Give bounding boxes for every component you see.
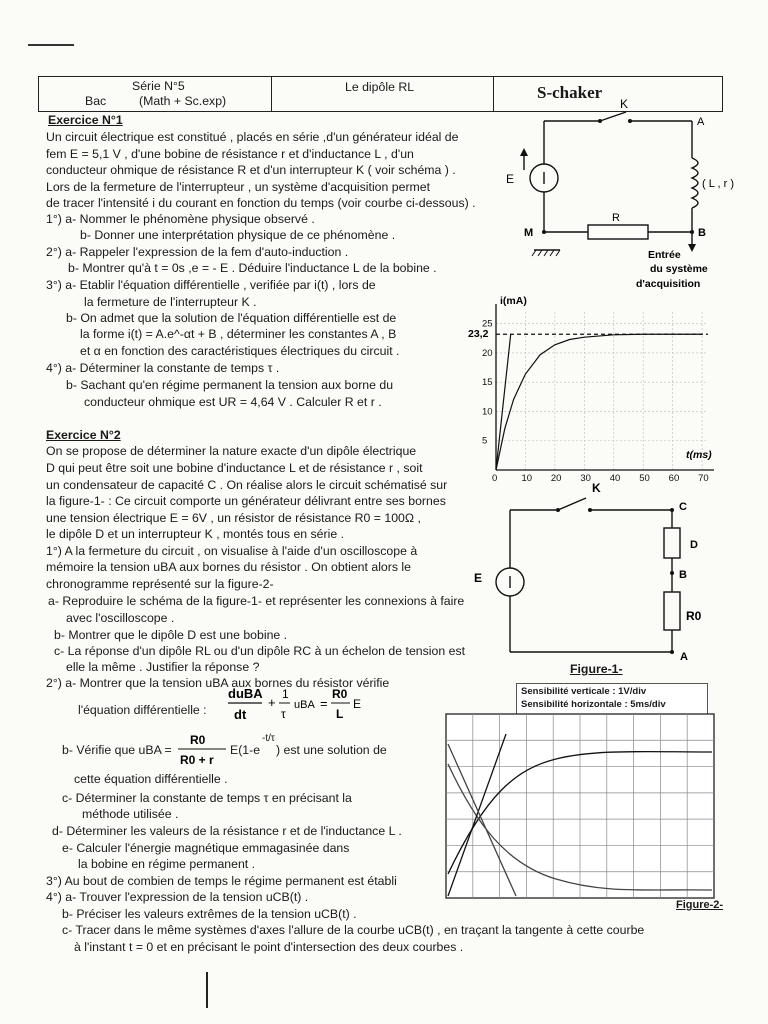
x-tick-label: 10	[521, 473, 533, 484]
svg-text:E: E	[353, 697, 362, 711]
y-tick-label: 15	[482, 377, 493, 389]
x-tick-label: 20	[550, 473, 562, 484]
series-label: Série N°5	[132, 79, 185, 93]
ex1-q: 2°) a- Rappeler l'expression de la fem d'auto-induction .	[46, 245, 349, 259]
ex1-q: 4°) a- Déterminer la constante de temps τ .	[46, 361, 280, 375]
x-tick-label: 50	[639, 473, 650, 484]
node-a-label: A	[680, 651, 688, 663]
ex2-q: l'équation différentielle :	[78, 703, 207, 717]
figure1-circuit	[462, 480, 722, 670]
ex1-q: la forme i(t) = A.e^-αt + B , déterminer les constantes A , B	[80, 327, 397, 341]
svg-text:τ: τ	[281, 707, 286, 721]
margin-mark	[206, 972, 208, 1008]
generator-label: E	[474, 571, 483, 585]
ex2-q: e- Calculer l'énergie magnétique emmagasinée dans	[62, 841, 350, 855]
y-tick-label: 25	[482, 318, 493, 330]
ex2-q: b- Vérifie que uBA =	[62, 743, 172, 757]
ex1-line: conducteur ohmique de résistance R et d'un interrupteur K ( voir schéma ) .	[46, 163, 456, 177]
header-cell-author	[493, 77, 722, 111]
node-m-label: M	[524, 227, 534, 239]
y-tick-label: 20	[482, 347, 493, 359]
chapter-title: Le dipôle RL	[345, 80, 415, 94]
ex2-q: ) est une solution de	[276, 743, 387, 757]
svg-text:R0: R0	[332, 687, 348, 701]
ex2-q: 4°) a- Trouver l'expression de la tension uCB(t) .	[46, 890, 309, 904]
svg-text:+: +	[268, 695, 276, 710]
ex2-q: a- Reproduire le schéma de la figure-1- et représenter les connexions à faire	[48, 594, 465, 608]
coil-label: ( L , r )	[702, 178, 734, 190]
author-name: S-chaker	[537, 83, 603, 102]
sensitivity-horizontal: Sensibilité horizontale : 5ms/div	[521, 699, 666, 710]
svg-text:duBA: duBA	[228, 686, 263, 701]
tangent-line	[496, 334, 511, 470]
ex2-line: On se propose de déterminer la nature exacte d'un dipôle électrique	[46, 444, 417, 458]
ex2-q: à l'instant t = 0 et en précisant le point d'intersection des deux courbes .	[74, 940, 464, 954]
ex2-q: cette équation différentielle .	[74, 772, 228, 786]
ex1-title: Exercice N°1	[48, 113, 123, 127]
figure1-title: Figure-1-	[570, 662, 623, 676]
x-tick-label: 0	[492, 473, 498, 484]
header-cell-series	[39, 77, 272, 111]
ex1-q: b- Sachant qu'en régime permanent la tension aux borne du	[66, 378, 394, 392]
y-axis-label: i(mA)	[500, 295, 527, 307]
acq-label: d'acquisition	[636, 278, 701, 290]
switch-label: K	[620, 97, 629, 111]
oscillogram	[446, 714, 714, 898]
svg-text:=: =	[320, 696, 328, 711]
ex1-line: fem E = 5,1 V , d'une bobine de résistance r et d'inductance L , d'un	[46, 147, 414, 161]
header-cell-title	[271, 77, 494, 111]
level-label: Bac	[85, 94, 107, 108]
x-tick-label: 60	[668, 473, 680, 484]
ex2-q: E(1-e	[230, 743, 261, 757]
ex2-q: elle la même . Justifier la réponse ?	[66, 660, 260, 674]
ex2-q: d- Déterminer les valeurs de la résistance r et de l'inductance L .	[52, 824, 402, 838]
svg-text:R0 + r: R0 + r	[180, 753, 214, 767]
ex2-line: un condensateur de capacité C . On réalise alors le circuit schématisé sur	[46, 478, 448, 492]
exponent: -t/τ	[262, 733, 275, 744]
acq-label: du système	[650, 263, 708, 275]
ex2-q: 1°) A la fermeture du circuit , on visualise à l'aide d'un oscilloscope à	[46, 544, 418, 558]
ex2-q: la bobine en régime permanent .	[78, 857, 256, 871]
ex1-q: b- Donner une interprétation physique de ce phénomène .	[80, 228, 396, 242]
ex1-q: et α en fonction des caractéristiques électriques du circuit .	[80, 344, 400, 358]
ex1-q: 1°) a- Nommer le phénomène physique observé .	[46, 212, 315, 226]
acq-label: Entrée	[648, 249, 681, 261]
ex1-line: Un circuit électrique est constitué , placés en série ,d'un générateur idéal de	[46, 130, 459, 144]
current-curve	[496, 334, 702, 470]
ex2-line: D qui peut être soit une bobine d'inductance L et de résistance r , soit	[46, 461, 423, 475]
ex1-q: 3°) a- Etablir l'équation différentielle , verifiée par i(t) , lors de	[46, 278, 376, 292]
y-tick-label: 10	[482, 406, 493, 418]
ex1-line: de tracer l'intensité i du courant en fonction du temps (voir courbe ci-dessous) .	[46, 196, 476, 210]
header-rule	[28, 44, 74, 46]
switch-label: K	[592, 481, 601, 495]
section-label: (Math + Sc.exp)	[139, 94, 227, 108]
svg-text:dt: dt	[234, 707, 247, 722]
ex1-q: b- On admet que la solution de l'équation différentielle est de	[66, 311, 397, 325]
resistor-r0-label: R0	[686, 609, 702, 623]
node-a-label: A	[697, 116, 705, 128]
ex2-q: chronogramme représenté sur la figure-2-	[46, 577, 274, 591]
node-b-label: B	[679, 569, 687, 581]
svg-text:uBA: uBA	[294, 699, 315, 711]
diff-equation	[228, 684, 368, 724]
ex2-line: le dipôle D et un interrupteur K , montés tous en série .	[46, 527, 345, 541]
ex2-q: c- Déterminer la constante de temps τ en précisant la	[62, 791, 352, 805]
ex2-title: Exercice N°2	[46, 428, 121, 442]
ex2-q: c- La réponse d'un dipôle RL ou d'un dipôle RC à un échelon de tension est	[54, 644, 466, 658]
current-graph	[466, 292, 716, 484]
svg-text:R0: R0	[190, 733, 206, 747]
svg-text:L: L	[336, 707, 344, 721]
ex1-q: conducteur ohmique est UR = 4,64 V . Calculer R et r .	[84, 395, 382, 409]
x-tick-label: 40	[609, 473, 621, 484]
figure2-title: Figure-2-	[676, 899, 724, 911]
dipole-d-label: D	[690, 539, 698, 551]
ex1-line: Lors de la fermeture de l'interrupteur , un système d'acquisition permet	[46, 180, 431, 194]
ex2-q: b- Préciser les valeurs extrêmes de la tension uCB(t) .	[62, 907, 357, 921]
node-b-label: B	[698, 227, 706, 239]
ex2-q: avec l'oscilloscope .	[66, 611, 175, 625]
ex2-q: c- Tracer dans le même systèmes d'axes l'allure de la courbe uCB(t) , en traçant la tangente à cette courbe	[62, 923, 645, 937]
generator-label: E	[506, 172, 515, 186]
ex2-line: la figure-1- : Ce circuit comporte un générateur délivrant entre ses bornes	[46, 494, 446, 508]
sensitivity-vertical: Sensibilité verticale : 1V/div	[521, 686, 647, 697]
ex2-q: méthode utilisée .	[82, 807, 179, 821]
y-tick-label: 5	[482, 435, 488, 447]
ex2-line: une tension électrique E = 6V , un résistor de résistance R0 = 100Ω ,	[46, 511, 421, 525]
resistor-label: R	[612, 212, 620, 224]
ex1-q: la fermeture de l'interrupteur K .	[84, 295, 257, 309]
ex2-q: 3°) Au bout de combien de temps le régime permanent est établi	[46, 874, 397, 888]
ex1-circuit	[500, 97, 734, 295]
x-tick-label: 70	[698, 473, 709, 484]
asymptote-value: 23,2	[468, 328, 489, 341]
ex2-q: 2°) a- Montrer que la tension uBA aux bornes du résistor vérifie	[46, 676, 390, 690]
x-axis-label: t(ms)	[686, 449, 712, 461]
ex1-q: b- Montrer qu'à t = 0s ,e = - E . Déduire l'inductance L de la bobine .	[68, 261, 437, 275]
sensitivity-box	[516, 683, 708, 715]
node-c-label: C	[679, 501, 687, 513]
svg-text:1: 1	[282, 687, 289, 701]
ex2-q: mémoire la tension uBA aux bornes du résistor . On obtient alors le	[46, 560, 411, 574]
ex2-q: b- Montrer que le dipôle D est une bobine .	[54, 628, 288, 642]
x-tick-label: 30	[580, 473, 591, 484]
